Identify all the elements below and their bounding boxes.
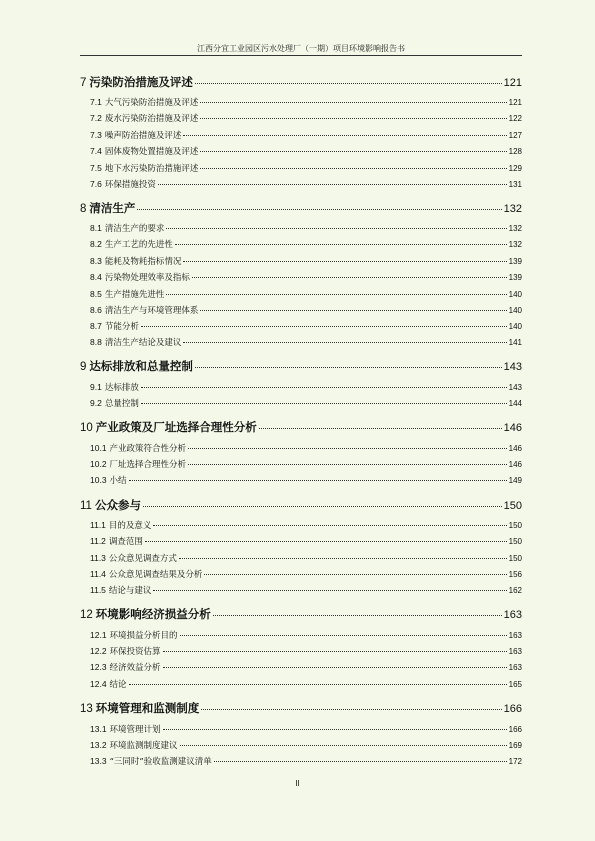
toc-entry-title: 环境管理计划 xyxy=(109,725,161,735)
dot-leader xyxy=(183,342,506,343)
toc-section-entry[interactable] xyxy=(90,178,522,190)
toc-entry-title: 清洁生产的要求 xyxy=(104,224,165,234)
toc-entry-number: 13 xyxy=(80,703,93,715)
toc-section-entry[interactable] xyxy=(90,739,522,751)
toc-entry-number: 11.3 xyxy=(90,553,106,563)
toc-entry-page: 163 xyxy=(508,647,522,656)
dot-leader xyxy=(153,590,506,591)
page-number: II xyxy=(295,779,300,788)
toc-entry-title: 废水污染防治措施及评述 xyxy=(104,114,199,124)
toc-entry-page: 146 xyxy=(503,422,522,434)
dot-leader xyxy=(163,651,507,652)
toc-section-entry[interactable] xyxy=(90,304,522,316)
toc-entry-page: 140 xyxy=(508,322,522,331)
toc-entry-title: 目的及意义 xyxy=(108,521,152,531)
toc-entry-number: 7.3 xyxy=(90,130,102,140)
dot-leader xyxy=(163,729,507,730)
toc-entry-number: 8 xyxy=(80,203,87,215)
toc-entry-title: 公众意见调查方式 xyxy=(108,554,177,564)
toc-entry-page: 121 xyxy=(508,98,522,107)
toc-entry-number: 11.2 xyxy=(90,536,106,546)
toc-entry-page: 129 xyxy=(508,164,522,173)
toc-entry-title: 能耗及物耗指标情况 xyxy=(104,257,182,267)
toc-entry-page: 140 xyxy=(508,306,522,315)
toc-entry-title: 生产工艺的先进性 xyxy=(104,240,173,250)
toc-section-entry[interactable] xyxy=(90,678,522,690)
toc-chapter-entry[interactable] xyxy=(80,497,522,513)
toc-entry-title: 达标排放 xyxy=(104,383,139,393)
toc-chapter-entry[interactable] xyxy=(80,700,522,716)
toc-entry-page: 150 xyxy=(508,554,522,563)
toc-section-entry[interactable] xyxy=(90,661,522,673)
dot-leader xyxy=(143,506,502,507)
toc-entry-number: 7.5 xyxy=(90,163,102,173)
toc-entry-number: 8.7 xyxy=(90,321,102,331)
toc-entry-page: 166 xyxy=(508,725,522,734)
toc-entry-number: 11 xyxy=(80,500,92,512)
toc-entry-page: 166 xyxy=(503,703,522,715)
toc-entry-page: 140 xyxy=(508,290,522,299)
toc-entry-number: 8.6 xyxy=(90,305,102,315)
toc-entry-page: 150 xyxy=(508,521,522,530)
dot-leader xyxy=(200,151,506,152)
toc-entry-page: 139 xyxy=(508,257,522,266)
dot-leader xyxy=(200,310,506,311)
toc-entry-page: 127 xyxy=(508,131,522,140)
toc-entry-title: 生产措施先进性 xyxy=(104,290,165,300)
toc-entry-title: 环保投资估算 xyxy=(109,647,161,657)
toc-entry-title: 经济效益分析 xyxy=(109,663,161,673)
dot-leader xyxy=(163,667,507,668)
toc-entry-title: 结论 xyxy=(109,680,127,690)
toc-entry-number: 11.1 xyxy=(90,520,106,530)
dot-leader xyxy=(141,387,507,388)
toc-entry-number: 12.3 xyxy=(90,662,107,672)
running-header: 江西分宜工业园区污水处理厂（一期）项目环境影响报告书 xyxy=(197,44,405,53)
toc-entry-number: 12.2 xyxy=(90,646,107,656)
toc-entry-title: 环境管理和监测制度 xyxy=(95,701,200,715)
toc-entry-title: 环境监测制度建议 xyxy=(109,741,178,751)
dot-leader xyxy=(195,367,502,368)
toc-section-entry[interactable] xyxy=(90,162,522,174)
toc-section-entry[interactable] xyxy=(90,568,522,580)
dot-leader xyxy=(259,428,502,429)
toc-entry-number: 12.1 xyxy=(90,630,107,640)
dot-leader xyxy=(137,209,501,210)
toc-entry-page: 149 xyxy=(508,476,522,485)
dot-leader xyxy=(166,294,506,295)
toc-entry-number: 8.5 xyxy=(90,289,102,299)
toc-entry-number: 10.3 xyxy=(90,475,107,485)
toc-chapter-entry[interactable] xyxy=(80,74,522,90)
toc-section-entry[interactable] xyxy=(90,552,522,564)
toc-entry-number: 9.1 xyxy=(90,382,102,392)
dot-leader xyxy=(188,464,507,465)
toc-entry-title: 环境影响经济损益分析 xyxy=(95,607,211,621)
toc-section-entry[interactable] xyxy=(90,397,522,409)
dot-leader xyxy=(213,615,502,616)
toc-entry-title: “三同时”验收监测建议清单 xyxy=(109,757,212,767)
toc-entry-page: 146 xyxy=(508,460,522,469)
toc-entry-number: 7.2 xyxy=(90,113,102,123)
toc-entry-title: 公众意见调查结果及分析 xyxy=(108,570,203,580)
toc-section-entry[interactable] xyxy=(90,222,522,234)
toc-entry-page: 132 xyxy=(508,224,522,233)
dot-leader xyxy=(179,558,507,559)
toc-entry-number: 10 xyxy=(80,422,93,434)
toc-entry-title: 调查范围 xyxy=(108,537,143,547)
toc-entry-number: 8.1 xyxy=(90,223,102,233)
dot-leader xyxy=(201,709,501,710)
dot-leader xyxy=(141,326,507,327)
dot-leader xyxy=(183,261,506,262)
dot-leader xyxy=(129,684,507,685)
toc-entry-number: 7.1 xyxy=(90,97,102,107)
toc-section-entry[interactable] xyxy=(90,755,522,767)
toc-entry-title: 清洁生产结论及建议 xyxy=(104,338,182,348)
toc-entry-page: 132 xyxy=(503,203,522,215)
toc-entry-page: 165 xyxy=(508,680,522,689)
dot-leader xyxy=(141,403,507,404)
toc-section-entry[interactable] xyxy=(90,723,522,735)
toc-entry-number: 10.2 xyxy=(90,459,107,469)
toc-entry-number: 8.4 xyxy=(90,272,102,282)
toc-section-entry[interactable] xyxy=(90,238,522,250)
toc-entry-page: 128 xyxy=(508,147,522,156)
toc-entry-title: 达标排放和总量控制 xyxy=(89,359,193,373)
toc-section-entry[interactable] xyxy=(90,129,522,141)
toc-entry-number: 13.2 xyxy=(90,740,107,750)
toc-entry-title: 节能分析 xyxy=(104,322,139,332)
toc-entry-page: 121 xyxy=(503,77,522,89)
toc-entry-page: 144 xyxy=(508,399,522,408)
dot-leader xyxy=(180,745,507,746)
toc-entry-number: 8.3 xyxy=(90,256,102,266)
toc-entry-title: 地下水污染防治措施评述 xyxy=(104,164,199,174)
toc-entry-number: 7 xyxy=(80,77,87,89)
toc-chapter-entry[interactable] xyxy=(80,358,522,374)
toc-entry-title: 产业政策符合性分析 xyxy=(109,444,187,454)
dot-leader xyxy=(204,574,506,575)
dot-leader xyxy=(158,184,507,185)
toc-entry-page: 143 xyxy=(508,383,522,392)
toc-section-entry[interactable] xyxy=(90,535,522,547)
toc-entry-title: 污染物处理效率及指标 xyxy=(104,273,190,283)
toc-entry-number: 13.3 xyxy=(90,756,107,766)
toc-section-entry[interactable] xyxy=(90,645,522,657)
dot-leader xyxy=(195,83,502,84)
toc-entry-page: 122 xyxy=(508,114,522,123)
toc-entry-number: 8.8 xyxy=(90,337,102,347)
toc-entry-title: 环境损益分析目的 xyxy=(109,631,178,641)
toc-entry-page: 141 xyxy=(508,338,522,347)
toc-entry-number: 8.2 xyxy=(90,239,102,249)
dot-leader xyxy=(200,102,506,103)
toc-entry-number: 7.4 xyxy=(90,146,102,156)
toc-section-entry[interactable] xyxy=(90,288,522,300)
dot-leader xyxy=(188,448,507,449)
toc-entry-page: 132 xyxy=(508,240,522,249)
dot-leader xyxy=(183,135,506,136)
toc-entry-title: 清洁生产与环境管理体系 xyxy=(104,306,199,316)
dot-leader xyxy=(214,761,507,762)
toc-entry-page: 163 xyxy=(503,609,522,621)
toc-entry-title: 清洁生产 xyxy=(89,201,136,215)
toc-section-entry[interactable] xyxy=(90,584,522,596)
toc-entry-title: 结论与建议 xyxy=(108,586,152,596)
toc-entry-number: 12 xyxy=(80,609,93,621)
toc-entry-number: 9.2 xyxy=(90,398,102,408)
toc-section-entry[interactable] xyxy=(90,381,522,393)
toc-entry-title: 公众参与 xyxy=(94,498,141,512)
toc-section-entry[interactable] xyxy=(90,336,522,348)
toc-section-entry[interactable] xyxy=(90,112,522,124)
toc-entry-page: 172 xyxy=(508,757,522,766)
dot-leader xyxy=(175,244,507,245)
dot-leader xyxy=(200,168,506,169)
toc-entry-number: 11.5 xyxy=(90,585,106,595)
toc-entry-page: 163 xyxy=(508,631,522,640)
toc-section-entry[interactable] xyxy=(90,519,522,531)
toc-section-entry[interactable] xyxy=(90,96,522,108)
dot-leader xyxy=(153,525,506,526)
toc-entry-title: 污染防治措施及评述 xyxy=(89,75,193,89)
dot-leader xyxy=(129,480,507,481)
toc-entry-page: 162 xyxy=(508,586,522,595)
toc-entry-page: 150 xyxy=(503,500,522,512)
header-rule xyxy=(80,55,522,56)
dot-leader xyxy=(166,228,506,229)
dot-leader xyxy=(145,541,507,542)
toc-entry-number: 7.6 xyxy=(90,179,102,189)
toc-section-entry[interactable] xyxy=(90,474,522,486)
toc-entry-number: 11.4 xyxy=(90,569,106,579)
toc-entry-page: 156 xyxy=(508,570,522,579)
toc-chapter-entry[interactable] xyxy=(80,200,522,216)
dot-leader xyxy=(180,635,507,636)
toc-section-entry[interactable] xyxy=(90,458,522,470)
toc-entry-number: 10.1 xyxy=(90,443,107,453)
toc-entry-page: 143 xyxy=(503,361,522,373)
toc-section-entry[interactable] xyxy=(90,320,522,332)
toc-entry-title: 大气污染防治措施及评述 xyxy=(104,98,199,108)
toc-entry-title: 小结 xyxy=(109,476,127,486)
toc-entry-title: 厂址选择合理性分析 xyxy=(109,460,187,470)
toc-chapter-entry[interactable] xyxy=(80,606,522,622)
toc-entry-title: 总量控制 xyxy=(104,399,139,409)
toc-chapter-entry[interactable] xyxy=(80,419,522,435)
toc-entry-page: 131 xyxy=(508,180,522,189)
toc-entry-title: 产业政策及厂址选择合理性分析 xyxy=(95,420,257,434)
toc-entry-page: 146 xyxy=(508,444,522,453)
toc-entry-page: 163 xyxy=(508,663,522,672)
toc-entry-number: 13.1 xyxy=(90,724,107,734)
toc-section-entry[interactable] xyxy=(90,629,522,641)
toc-entry-page: 169 xyxy=(508,741,522,750)
dot-leader xyxy=(200,118,506,119)
toc-section-entry[interactable] xyxy=(90,145,522,157)
toc-entry-title: 环保措施投资 xyxy=(104,180,156,190)
toc-section-entry[interactable] xyxy=(90,255,522,267)
toc-section-entry[interactable] xyxy=(90,442,522,454)
toc-entry-title: 噪声防治措施及评述 xyxy=(104,131,182,141)
toc-entry-title: 固体废物处置措施及评述 xyxy=(104,147,199,157)
toc-entry-number: 9 xyxy=(80,361,87,373)
toc-entry-page: 150 xyxy=(508,537,522,546)
toc-section-entry[interactable] xyxy=(90,271,522,283)
toc-entry-page: 139 xyxy=(508,273,522,282)
toc-entry-number: 12.4 xyxy=(90,679,107,689)
dot-leader xyxy=(192,277,507,278)
